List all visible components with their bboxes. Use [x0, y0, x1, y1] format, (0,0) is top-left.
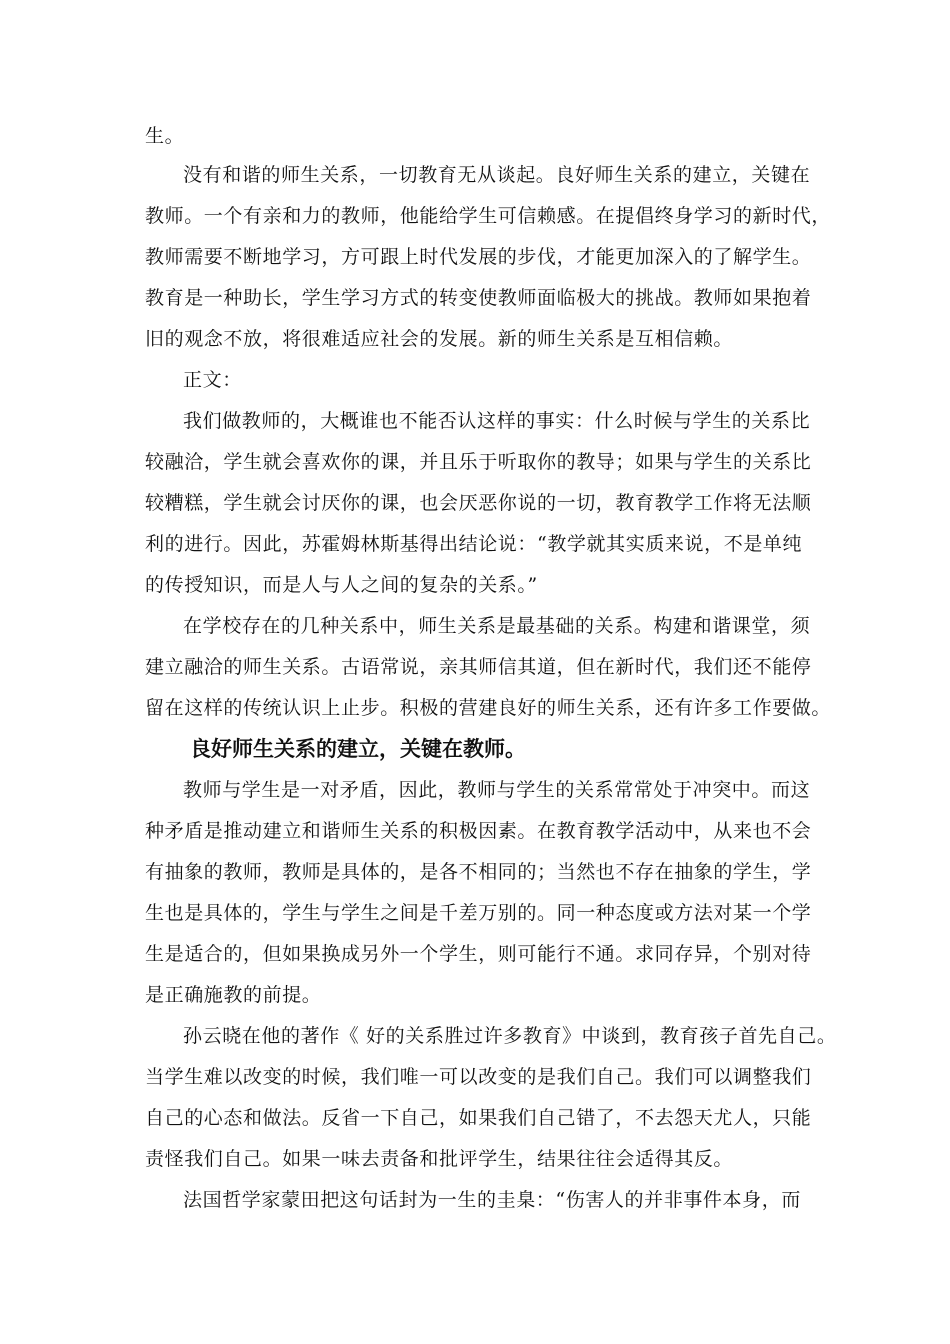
text-line: 教师需要不断地学习，方可跟上时代发展的步伐，才能更加深入的了解学生。 — [145, 246, 812, 268]
text-line: 责怪我们自己。如果一味去责备和批评学生，结果往往会适得其反。 — [145, 1148, 734, 1170]
text-line: 建立融洽的师生关系。古语常说，亲其师信其道，但在新时代，我们还不能停 — [145, 656, 812, 678]
paragraph-first-line: 没有和谐的师生关系，一切教育无从谈起。良好师生关系的建立，关键在 — [183, 164, 811, 186]
section-label: 正文： — [183, 369, 242, 391]
text-line: 的传授知识，而是人与人之间的复杂的关系。” — [145, 574, 538, 596]
text-line: 种矛盾是推动建立和谐师生关系的积极因素。在教育教学活动中，从来也不会 — [145, 820, 812, 842]
text-line: 旧的观念不放，将很难适应社会的发展。新的师生关系是互相信赖。 — [145, 328, 734, 350]
paragraph-first-line: 在学校存在的几种关系中，师生关系是最基础的关系。构建和谐课堂，须 — [183, 615, 811, 637]
text-line: 利的进行。因此，苏霍姆林斯基得出结论说：“教学就其实质来说，不是单纯 — [145, 533, 803, 555]
text-line: 留在这样的传统认识上止步。积极的营建良好的师生关系，还有许多工作要做。 — [145, 697, 832, 719]
text-line: 较糟糕，学生就会讨厌你的课，也会厌恶你说的一切，教育教学工作将无法顺 — [145, 492, 812, 514]
text-line: 教育是一种助长，学生学习方式的转变使教师面临极大的挑战。教师如果抱着 — [145, 287, 812, 309]
paragraph-first-line: 法国哲学家蒙田把这句话封为一生的圭臬：“伤害人的并非事件本身，而 — [183, 1189, 801, 1211]
text-line: 是正确施教的前提。 — [145, 984, 322, 1006]
text-line: 生是适合的，但如果换成另外一个学生，则可能行不通。求同存异，个别对待 — [145, 943, 812, 965]
text-line: 生。 — [145, 125, 185, 147]
section-heading: 良好师生关系的建立，关键在教师。 — [190, 737, 526, 761]
text-line: 教师。一个有亲和力的教师，他能给学生可信赖感。在提倡终身学习的新时代， — [145, 205, 832, 227]
paragraph-first-line: 教师与学生是一对矛盾，因此，教师与学生的关系常常处于冲突中。而这 — [183, 779, 811, 801]
text-line: 当学生难以改变的时候，我们唯一可以改变的是我们自己。我们可以调整我们 — [145, 1066, 812, 1088]
paragraph-first-line: 孙云晓在他的著作《 好的关系胜过许多教育》中谈到，教育孩子首先自己。 — [183, 1025, 837, 1047]
paragraph-first-line: 我们做教师的，大概谁也不能否认这样的事实：什么时候与学生的关系比 — [183, 410, 811, 432]
text-line: 生也是具体的，学生与学生之间是千差万别的。同一种态度或方法对某一个学 — [145, 902, 812, 924]
text-line: 自己的心态和做法。反省一下自己，如果我们自己错了，不去怨天尤人，只能 — [145, 1107, 812, 1129]
text-line: 有抽象的教师，教师是具体的，是各不相同的；当然也不存在抽象的学生，学 — [145, 861, 812, 883]
text-line: 较融洽，学生就会喜欢你的课，并且乐于听取你的教导；如果与学生的关系比 — [145, 451, 812, 473]
